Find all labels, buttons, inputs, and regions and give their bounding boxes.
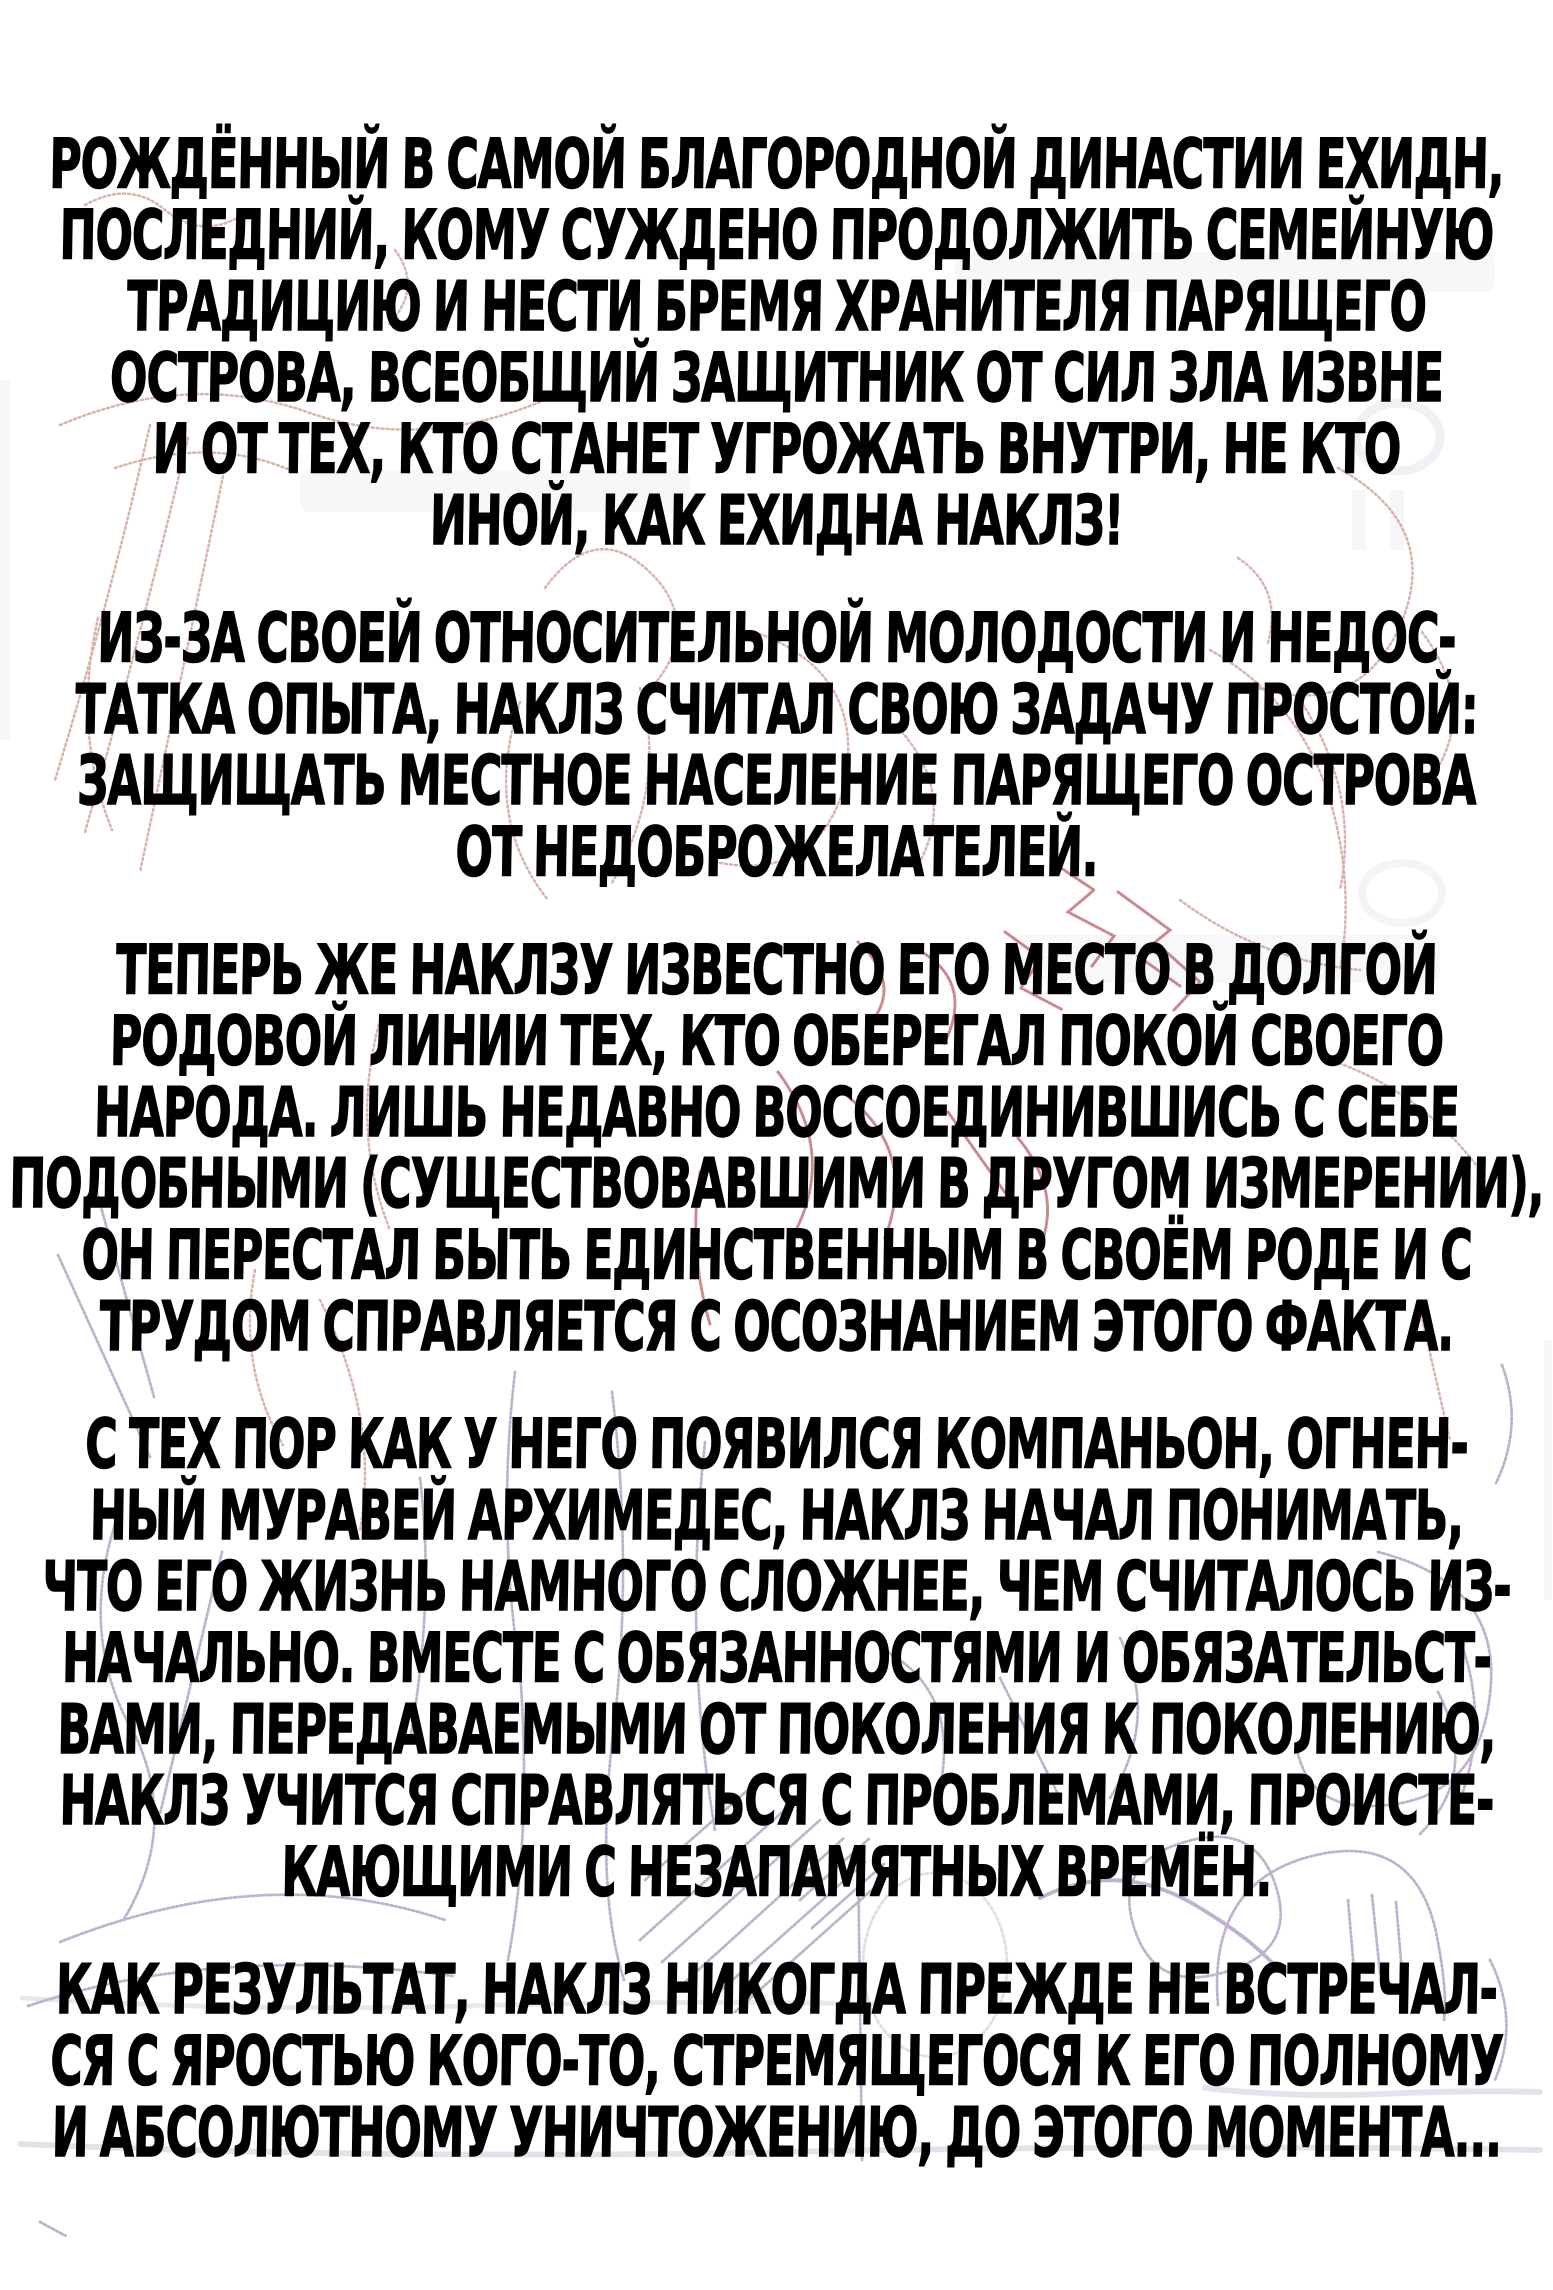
narration-line: И АБСОЛЮТНОМУ УНИЧТОЖЕНИЮ, ДО ЭТОГО МОМЕНТА... [51,2093,1502,2173]
narration-line: НАЧАЛЬНО. ВМЕСТЕ С ОБЯЗАННОСТЯМИ И ОБЯЗАТЕЛЬСТ- [61,1619,1492,1699]
narration-line: КАЮЩИМИ С НЕЗАПАМЯТНЫХ ВРЕМЁН. [280,1833,1273,1913]
narration-text-block [0,125,1553,2173]
narration-line: ТЕПЕРЬ ЖЕ НАКЛЗУ ИЗВЕСТНО ЕГО МЕСТО В ДОЛГОЙ [115,931,1438,1011]
narration-line: ОТ НЕДОБРОЖЕЛАТЕЛЕЙ. [454,813,1099,893]
narration-line: ОСТРОВА, ВСЕОБЩИЙ ЗАЩИТНИК ОТ СИЛ ЗЛА ИЗВНЕ [109,339,1444,419]
narration-line: ПОСЛЕДНИЙ, КОМУ СУЖДЕНО ПРОДОЛЖИТЬ СЕМЕЙНУЮ [59,196,1495,276]
narration-paragraph-4 [0,1405,1553,1913]
narration-line: ТРАДИЦИЮ И НЕСТИ БРЕМЯ ХРАНИТЕЛЯ ПАРЯЩЕГО [126,267,1427,347]
narration-line: НАКЛЗ УЧИТСЯ СПРАВЛЯТЬСЯ С ПРОБЛЕМАМИ, ПРОИСТЕ- [58,1762,1495,1842]
narration-line: ИЗ-ЗА СВОЕЙ ОТНОСИТЕЛЬНОЙ МОЛОДОСТИ И НЕДОС- [96,599,1457,679]
narration-line: ОН ПЕРЕСТАЛ БЫТЬ ЕДИНСТВЕННЫМ В СВОЁМ РОДЕ И С [80,1216,1473,1296]
narration-line: ТАТКА ОПЫТА, НАКЛЗ СЧИТАЛ СВОЮ ЗАДАЧУ ПРОСТОЙ: [74,670,1479,750]
narration-line: ТРУДОМ СПРАВЛЯЕТСЯ С ОСОЗНАНИЕМ ЭТОГО ФАКТА. [99,1287,1454,1367]
narration-paragraph-2 [0,599,1553,893]
narration-line: ЧТО ЕГО ЖИЗНЬ НАМНОГО СЛОЖНЕЕ, ЧЕМ СЧИТАЛОСЬ ИЗ- [41,1548,1512,1628]
narration-line: ЗАЩИЩАТЬ МЕСТНОЕ НАСЕЛЕНИЕ ПАРЯЩЕГО ОСТРОВА [76,742,1477,822]
narration-line: НАРОДА. ЛИШЬ НЕДАВНО ВОССОЕДИНИВШИСЬ С СЕБЕ [93,1073,1460,1153]
narration-line: НЫЙ МУРАВЕЙ АРХИМЕДЕС, НАКЛЗ НАЧАЛ ПОНИМАТЬ, [89,1476,1464,1556]
narration-line: И ОТ ТЕХ, КТО СТАНЕТ УГРОЖАТЬ ВНУТРИ, НЕ КТО [152,410,1401,490]
narration-line: ПОДОБНЫМИ (СУЩЕСТВОВАВШИМИ В ДРУГОМ ИЗМЕРЕНИИ), [8,1145,1545,1225]
narration-line: ИНОЙ, КАК ЕХИДНА НАКЛЗ! [429,481,1124,561]
narration-paragraph-5 [0,1951,1553,2173]
narration-line: КАК РЕЗУЛЬТАТ, НАКЛЗ НИКОГДА ПРЕЖДЕ НЕ ВСТРЕЧАЛ- [55,1951,1498,2031]
narration-line: РОЖДЁННЫЙ В САМОЙ БЛАГОРОДНОЙ ДИНАСТИИ ЕХИДН, [48,125,1505,205]
narration-line: ВАМИ, ПЕРЕДАВАЕМЫМИ ОТ ПОКОЛЕНИЯ К ПОКОЛЕНИЮ, [56,1690,1497,1770]
narration-line: РОДОВОЙ ЛИНИИ ТЕХ, КТО ОБЕРЕГАЛ ПОКОЙ СВОЕГО [109,1002,1444,1082]
narration-paragraph-1 [0,125,1553,561]
narration-line: С ТЕХ ПОР КАК У НЕГО ПОЯВИЛСЯ КОМПАНЬОН, ОГНЕН- [84,1405,1469,1485]
narration-line: СЯ С ЯРОСТЬЮ КОГО-ТО, СТРЕМЯЩЕГОСЯ К ЕГО ПОЛНОМУ [49,2022,1504,2102]
narration-paragraph-3 [0,931,1553,1367]
